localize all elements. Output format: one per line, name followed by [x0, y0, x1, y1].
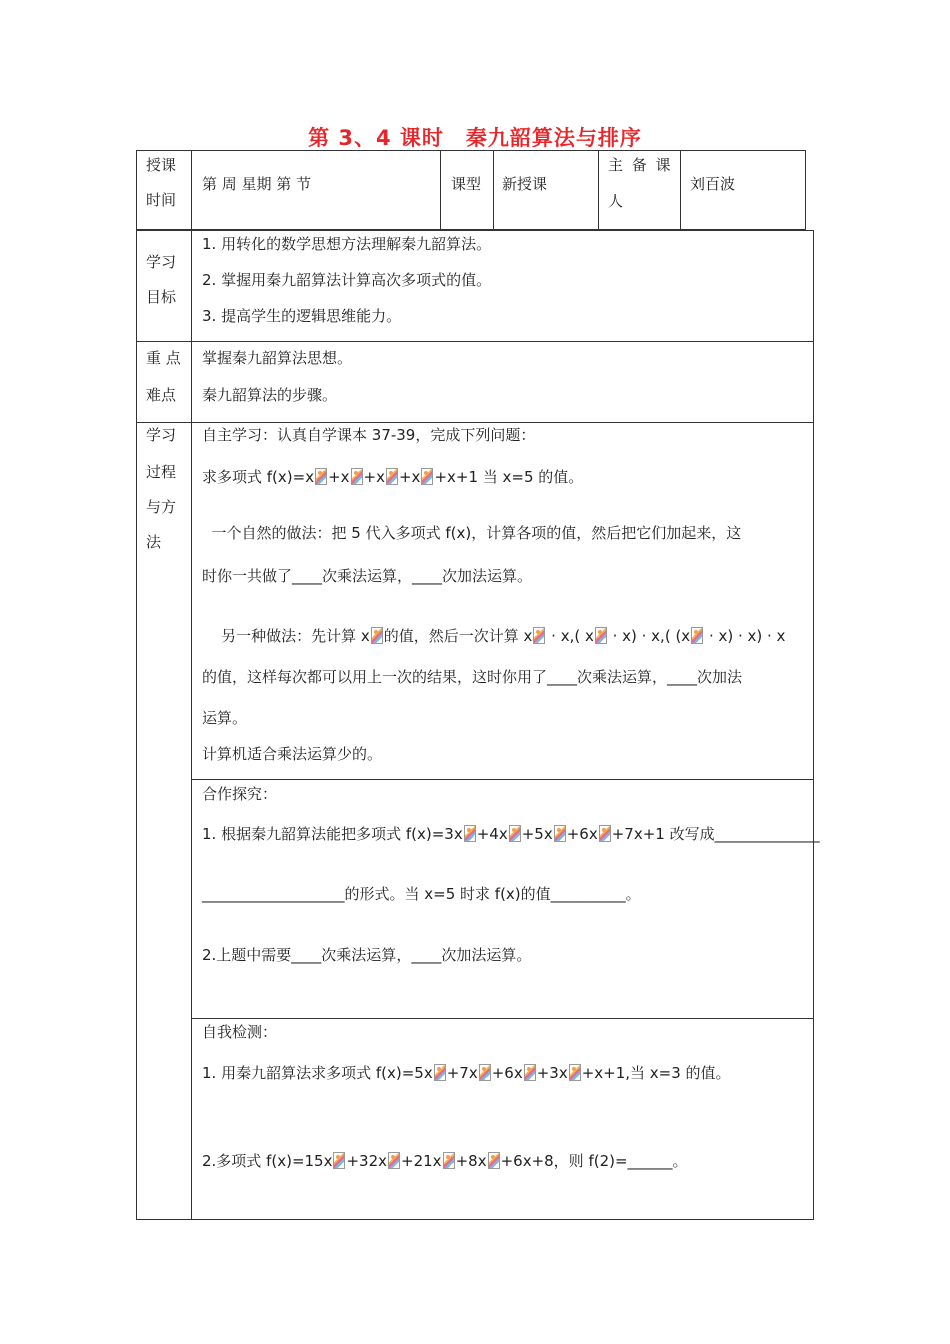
page-title	[0, 122, 950, 152]
cooperate-q1-line2: ___________________的形式。当 x=5 时求 f(x)的值__________。	[202, 885, 641, 903]
self-check-heading: 自我检测：	[202, 1023, 278, 1041]
goal-item: 2. 掌握用秦九韶算法计算高次多项式的值。	[202, 271, 492, 289]
formula-image-icon	[315, 468, 327, 485]
self-study-heading: 自主学习：认真自学课本 37-39，完成下列问题：	[202, 426, 536, 444]
formula-image-icon	[533, 627, 545, 644]
lead-teacher-value: 刘百波	[690, 175, 736, 193]
goal-item: 3. 提高学生的逻辑思维能力。	[202, 307, 402, 325]
label-lead-teacher: 主 备 课 人	[608, 156, 673, 210]
label-learning-process: 学习 过程 与方 法	[146, 426, 177, 551]
formula-image-icon	[434, 1064, 446, 1081]
computer-note: 计算机适合乘法运算少的。	[202, 745, 383, 763]
cooperate-heading: 合作探究：	[202, 785, 278, 803]
self-study-polynomial: 求多项式 f(x)=x +x +x +x +x+1 当 x=5 的值。	[202, 468, 584, 486]
class-time-value: 第 周 星期 第 节	[202, 175, 312, 193]
formula-image-icon	[388, 1152, 400, 1169]
formula-image-icon	[351, 468, 363, 485]
formula-image-icon	[691, 627, 703, 644]
label-class-time: 授课 时间	[146, 156, 177, 209]
self-check-q2: 2.多项式 f(x)=15x +32x +21x +8x +6x+8，则 f(2)=______。	[202, 1152, 688, 1170]
formula-image-icon	[386, 468, 398, 485]
lesson-topic: 秦九韶算法与排序	[465, 126, 642, 150]
formula-image-icon	[333, 1152, 345, 1169]
formula-image-icon	[488, 1152, 500, 1169]
natural-method-line1: 一个自然的做法：把 5 代入多项式 f(x)，计算各项的值，然后把它们加起来，这	[202, 524, 742, 542]
label-class-type: 课型	[451, 175, 482, 193]
cooperate-q2: 2.上题中需要____次乘法运算，____次加法运算。	[202, 946, 532, 964]
formula-image-icon	[464, 825, 476, 842]
natural-method-line2: 时你一共做了____次乘法运算，____次加法运算。	[202, 567, 533, 585]
formula-image-icon	[599, 825, 611, 842]
formula-image-icon	[509, 825, 521, 842]
formula-image-icon	[421, 468, 433, 485]
formula-image-icon	[479, 1064, 491, 1081]
cooperate-q1-line1: 1. 根据秦九韶算法能把多项式 f(x)=3x +4x +5x +6x +7x+1 改写成______________	[202, 825, 820, 843]
lesson-number: 第 3、4 课时	[308, 126, 444, 150]
label-learning-goals: 学习 目标	[146, 253, 177, 306]
formula-image-icon	[443, 1152, 455, 1169]
formula-image-icon	[554, 825, 566, 842]
other-method-line2: 的值，这样每次都可以用上一次的结果，这时你用了____次乘法运算，____次加法	[202, 668, 743, 686]
other-method-line1: 另一种做法：先计算 x 的值，然后一次计算 x · x,( x · x) · x,( (x · x) · x) · x	[211, 627, 786, 645]
goal-item: 1. 用转化的数学思想方法理解秦九韶算法。	[202, 235, 492, 253]
self-check-q1: 1. 用秦九韶算法求多项式 f(x)=5x +7x +6x +3x +x+1,当 x=3 的值。	[202, 1064, 731, 1082]
keypoint-item: 秦九韶算法的步骤。	[202, 386, 338, 404]
label-key-points: 重 点 难点	[146, 349, 181, 404]
formula-image-icon	[569, 1064, 581, 1081]
formula-image-icon	[595, 627, 607, 644]
formula-image-icon	[371, 627, 383, 644]
class-type-value: 新授课	[502, 175, 548, 193]
formula-image-icon	[524, 1064, 536, 1081]
keypoint-item: 掌握秦九韶算法思想。	[202, 349, 353, 367]
other-method-line3: 运算。	[202, 709, 248, 727]
